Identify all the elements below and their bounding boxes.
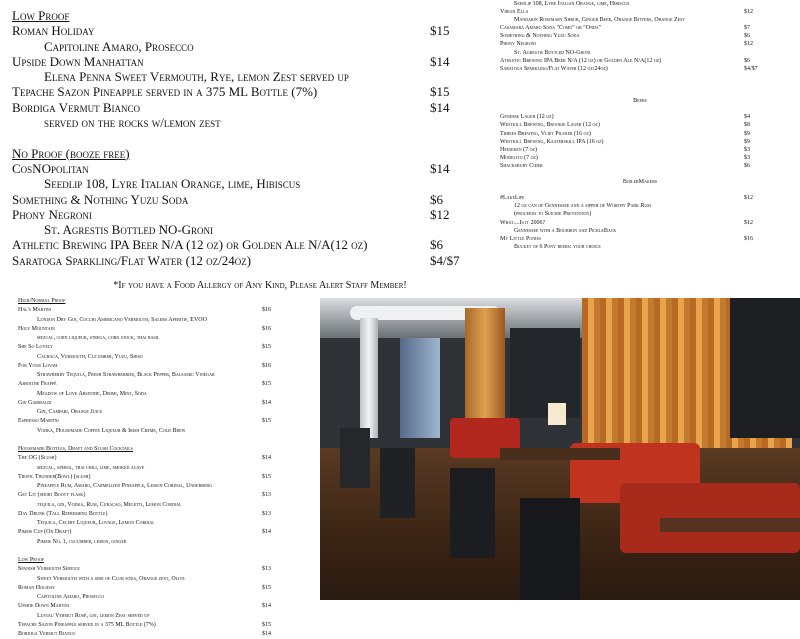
item-name: Virgin Ella	[500, 9, 529, 16]
item-name: Threes Brewing, Vliet Pilsner (16 oz)	[500, 130, 591, 137]
spacer	[500, 73, 800, 81]
menu-item	[18, 473, 318, 482]
item-description	[18, 612, 318, 621]
menu-item	[500, 57, 800, 65]
menu-item	[18, 380, 318, 389]
menu-item	[500, 40, 800, 48]
item-price: $14	[430, 53, 450, 69]
section-heading-text: High/Normal Proof	[18, 298, 66, 304]
item-name: What....Is it 2006?	[500, 219, 546, 226]
item-price: $16	[262, 325, 271, 332]
menu-panel-low-no-proof	[12, 8, 492, 268]
item-description	[500, 210, 800, 218]
item-description-text: Capitoline Amaro, Prosecco	[37, 594, 105, 600]
section-heading	[18, 556, 318, 565]
item-name: Something & Nothing Yuzu Soda	[500, 33, 580, 40]
section-heading	[12, 146, 492, 161]
item-price: $12	[744, 219, 753, 226]
menu-item	[12, 253, 492, 268]
item-description-text: St. Agrestis Bottled NO-Groni	[514, 49, 591, 56]
item-name: Casamara Amaro Soda "Como" or "Onda"	[500, 25, 602, 32]
menu-item	[500, 121, 800, 129]
item-name: Espresso Martini	[18, 418, 59, 425]
item-price: $12	[744, 41, 753, 48]
item-price: $6	[430, 191, 443, 207]
item-name: Athletic Brewing IPA Beer N/A (12 oz) or Golden Ale N/A(12 oz)	[12, 237, 368, 253]
bar-interior-photo	[320, 298, 800, 600]
item-price: $12	[744, 195, 753, 202]
item-description-text: 12 oz can of Gennessee and a sipper of Worthy Park Rum	[514, 203, 651, 210]
item-description	[18, 464, 318, 473]
item-description	[18, 593, 318, 602]
spacer	[500, 105, 800, 113]
item-description	[12, 176, 492, 191]
item-description-text: Sweet Vermouth with a side of Club soda, Orange zest, Olive	[37, 575, 185, 582]
item-description-text: tequila, gin, Vodka, Rum, Curaçao, Meletti, Lemon Cordial	[37, 501, 182, 508]
menu-panel-cocktails	[18, 297, 318, 639]
item-name: Tropic Thunder(Bowl) (slush)	[18, 473, 91, 480]
item-name: Phony Negroni	[500, 41, 536, 48]
item-price: $15	[262, 381, 271, 388]
item-name: Absinthe Frappé	[18, 381, 57, 388]
item-price: $14	[262, 455, 271, 462]
menu-item	[500, 65, 800, 73]
item-name: Spanish Vermouth Service	[18, 566, 80, 573]
item-name: Roman Holiday	[12, 23, 95, 39]
item-price: $7	[744, 25, 750, 32]
menu-item	[500, 113, 800, 121]
item-price: $15	[262, 621, 271, 628]
item-name: Gin Garibaldi	[18, 399, 52, 406]
item-description	[18, 482, 318, 491]
item-description	[500, 49, 800, 57]
item-price: $14	[262, 529, 271, 536]
section-heading-text: Low Proof	[18, 557, 44, 563]
item-name: Hal's Martini	[18, 307, 52, 314]
menu-item	[500, 146, 800, 154]
menu-item	[500, 219, 800, 227]
section-heading	[12, 8, 492, 23]
menu-item	[18, 510, 318, 519]
menu-item	[18, 584, 318, 593]
item-price: $6	[430, 237, 443, 253]
menu-item	[12, 207, 492, 222]
item-price: $16	[262, 307, 271, 314]
item-description	[18, 538, 318, 547]
item-price: $15	[262, 344, 271, 351]
menu-item	[500, 8, 800, 16]
item-price: $3	[744, 154, 750, 161]
item-name: Get Lit (short Booty flask)	[18, 492, 86, 499]
item-description-text: Meadow of Love Absinthe, Dimmi, Mint, Soda	[37, 390, 147, 397]
item-price: $14	[262, 399, 271, 406]
item-description	[18, 371, 318, 380]
item-description	[18, 353, 318, 362]
menu-item	[500, 235, 800, 243]
menu-item	[18, 454, 318, 463]
item-description-text: Gin, Campari, Orange Juice	[37, 409, 103, 415]
menu-item	[12, 23, 492, 38]
menu-item	[500, 194, 800, 202]
allergy-notice: *If you have a Food Allergy of Any Kind, Please Alert Staff Member!	[113, 280, 407, 291]
spacer	[18, 436, 318, 445]
spacer	[500, 170, 800, 178]
item-description-text: Pimms No. 1, cucumber, lemon, ginger	[37, 538, 127, 545]
spacer	[12, 130, 492, 145]
menu-item	[18, 491, 318, 500]
item-name: Saratoga Sparkling/Flat Water (12 oz/24oz)	[500, 65, 608, 72]
section-heading-text: Housemade Bottles, Draft and Slush Cocktails	[18, 446, 133, 452]
menu-item	[500, 138, 800, 146]
menu-panel-beers-boilermakers	[500, 0, 800, 251]
item-description-text: Lustau Vermut Rosé, gin, lemon Zest served up	[37, 612, 150, 619]
menu-item	[500, 32, 800, 40]
item-description-text: Mandarin Rosemary Shrub, Ginger Beer, Orange Bitters, Orange Zest	[514, 17, 685, 24]
item-name: Pimms Cup (On Draft)	[18, 529, 72, 536]
item-price: $15	[262, 584, 271, 591]
section-heading	[18, 297, 318, 306]
spacer	[500, 81, 800, 89]
item-description-text: Cachaca, Vermouth, Cucumber, Yuzu, Shiso	[37, 353, 143, 360]
item-description-text: Bucket of 6 Pony beers: your choice	[514, 243, 601, 250]
section-heading-text: Low Proof	[12, 8, 70, 23]
item-name: Bordiga Vermut Bianco	[18, 631, 76, 637]
item-price: $15	[430, 84, 450, 100]
item-name: #LakeLife	[500, 195, 525, 202]
item-name: For Your Lovah	[18, 362, 58, 369]
item-description	[18, 334, 318, 343]
item-description	[500, 227, 800, 235]
item-name: Phony Negroni	[12, 206, 92, 222]
item-description-text: Capitoline Amaro, Prosecco	[44, 38, 194, 54]
item-price: $14	[262, 631, 271, 637]
item-price: $16	[744, 235, 753, 242]
item-price: $16	[262, 362, 271, 369]
menu-item	[18, 417, 318, 426]
item-description-text: St. Agrestis Bottled NO-Groni	[44, 222, 214, 238]
item-name: Tepache Sazon Pineapple served in a 375 ML Bottle (7%)	[12, 84, 318, 100]
item-price: $4/$7	[744, 65, 758, 72]
menu-item	[18, 630, 318, 639]
item-description	[18, 427, 318, 436]
item-description-text: London Dry Gin, Cocchi Americano Vermouth, Salers Aperitif, EVOO	[37, 316, 207, 323]
item-name: CosNOpolitan	[12, 160, 89, 176]
item-price: $14	[430, 99, 450, 115]
item-name: Westkill Brewing, Brookie Lager (12 oz)	[500, 122, 600, 129]
item-price: $6	[744, 33, 750, 40]
item-price: $12	[744, 9, 753, 16]
item-description	[18, 408, 318, 417]
menu-item	[12, 237, 492, 252]
item-description-text: Seedlip 108, Lyre Italian Orange, lime, Hibiscus	[514, 1, 630, 7]
item-price: $15	[262, 473, 271, 480]
item-description-text: Strawberry Tequila, Fresh Strawberries, Black Pepper, Balsamic Vinegar	[37, 372, 215, 378]
item-price: $14	[262, 603, 271, 610]
item-description	[18, 390, 318, 399]
menu-item	[18, 399, 318, 408]
item-description-text: Pineapple Rum, Amaro, Carmelized Pineapple, Lemon Cordial, Underberg	[37, 483, 212, 489]
section-title-text: Beers	[633, 98, 647, 105]
item-name: Upside Down Manhattan	[12, 53, 144, 69]
spacer	[18, 547, 318, 556]
item-name: Tepache Sazon Pineapple served in a 375 ML Bottle (7%)	[18, 621, 156, 628]
item-name: Heineken (7 oz)	[500, 146, 537, 153]
section-title-text: BoilerMakers	[622, 179, 658, 186]
item-name: Bordiga Vermut Bianco	[12, 99, 140, 115]
menu-item	[18, 343, 318, 352]
menu-item	[500, 24, 800, 32]
item-name: Saratoga Sparkling/Flat Water (12 oz/24oz)	[12, 252, 252, 268]
item-description-text: Seedlip 108, Lyre Italian Orange, lime, Hibiscus	[44, 176, 301, 192]
item-name: Day Drunk (Tall Refreshing Bottle)	[18, 510, 108, 517]
item-price: $13	[262, 510, 271, 517]
menu-item	[18, 306, 318, 315]
menu-item	[12, 54, 492, 69]
menu-item	[500, 154, 800, 162]
item-price: $8	[744, 122, 750, 129]
item-description-text: Vodka, Housemade Coffee Liqueur & Irish Creme, Cold Brew	[37, 427, 186, 434]
item-name: Athletic Brewing IPA Beer N/A (12 oz) or Golden Ale N/A(12 oz)	[500, 57, 662, 64]
menu-item	[18, 621, 318, 630]
item-description	[18, 519, 318, 528]
item-name: Shacksbury Cider	[500, 162, 543, 169]
spacer	[500, 186, 800, 194]
item-price: $4	[744, 114, 750, 121]
item-name: The OG (Slush)	[18, 455, 57, 462]
menu-item	[18, 565, 318, 574]
section-title	[500, 97, 780, 105]
item-price: $13	[262, 566, 271, 573]
menu-item	[12, 100, 492, 115]
spacer	[500, 89, 800, 97]
item-price: $13	[262, 492, 271, 499]
item-price: $12	[430, 206, 450, 222]
item-name: She So Lovely	[18, 344, 53, 351]
item-price: $3	[744, 146, 750, 153]
item-price: $6	[744, 57, 750, 64]
item-description	[12, 69, 492, 84]
item-name: Genesee Lager (12 oz)	[500, 114, 554, 121]
section-heading	[18, 445, 318, 454]
item-price: $6	[744, 162, 750, 169]
item-description-text: Tequila, Celery Liqueur, Lovage, Lemon Cordial	[37, 520, 155, 526]
menu-item	[18, 528, 318, 537]
item-name: Holy Mountain	[18, 325, 55, 332]
menu-item	[18, 362, 318, 371]
menu-item	[18, 602, 318, 611]
item-price: $9	[744, 130, 750, 137]
item-price: $14	[430, 160, 450, 176]
item-description	[500, 0, 800, 8]
item-description	[18, 575, 318, 584]
menu-item	[500, 162, 800, 170]
menu-item	[12, 84, 492, 99]
item-name: My Little Ponies	[500, 235, 542, 242]
item-description	[500, 16, 800, 24]
item-name: Westkill Brewing, Kaaterskill IPA (16 oz)	[500, 138, 604, 145]
item-description-text: Elena Penna Sweet Vermouth, Rye, lemon Zest served up	[44, 69, 349, 85]
item-name: Something & Nothing Yuzu Soda	[12, 191, 189, 207]
item-name: Upside Down Martini	[18, 603, 69, 610]
menu-item	[12, 161, 492, 176]
item-price: $9	[744, 138, 750, 145]
menu-item	[18, 325, 318, 334]
item-price: $4/$7	[430, 252, 460, 268]
menu-item	[500, 130, 800, 138]
item-description	[18, 316, 318, 325]
item-description	[12, 115, 492, 130]
item-price: $15	[262, 418, 271, 425]
item-description-text: mezcal, corn liqueur, strega, corn stock, thai basil	[37, 335, 160, 341]
section-heading-text: No Proof (booze free)	[12, 145, 130, 161]
item-description	[12, 39, 492, 54]
item-description	[500, 243, 800, 251]
item-description-text: mezcal, aperol, thai chili, lime, smoked agave	[37, 464, 145, 471]
item-price: $15	[430, 23, 450, 39]
item-description	[18, 501, 318, 510]
item-description-text: served on the rocks w/lemon zest	[44, 115, 221, 131]
section-title	[500, 178, 780, 186]
item-name: Modelito (7 oz)	[500, 154, 538, 161]
item-description	[500, 202, 800, 210]
menu-item	[12, 192, 492, 207]
item-name: Roman Holiday	[18, 584, 56, 591]
item-description-text: Gennessee with a Bourbon and PickleBack	[514, 227, 617, 234]
item-description	[12, 222, 492, 237]
item-description-text: (proceeds to Suicide Prevention)	[514, 211, 592, 218]
